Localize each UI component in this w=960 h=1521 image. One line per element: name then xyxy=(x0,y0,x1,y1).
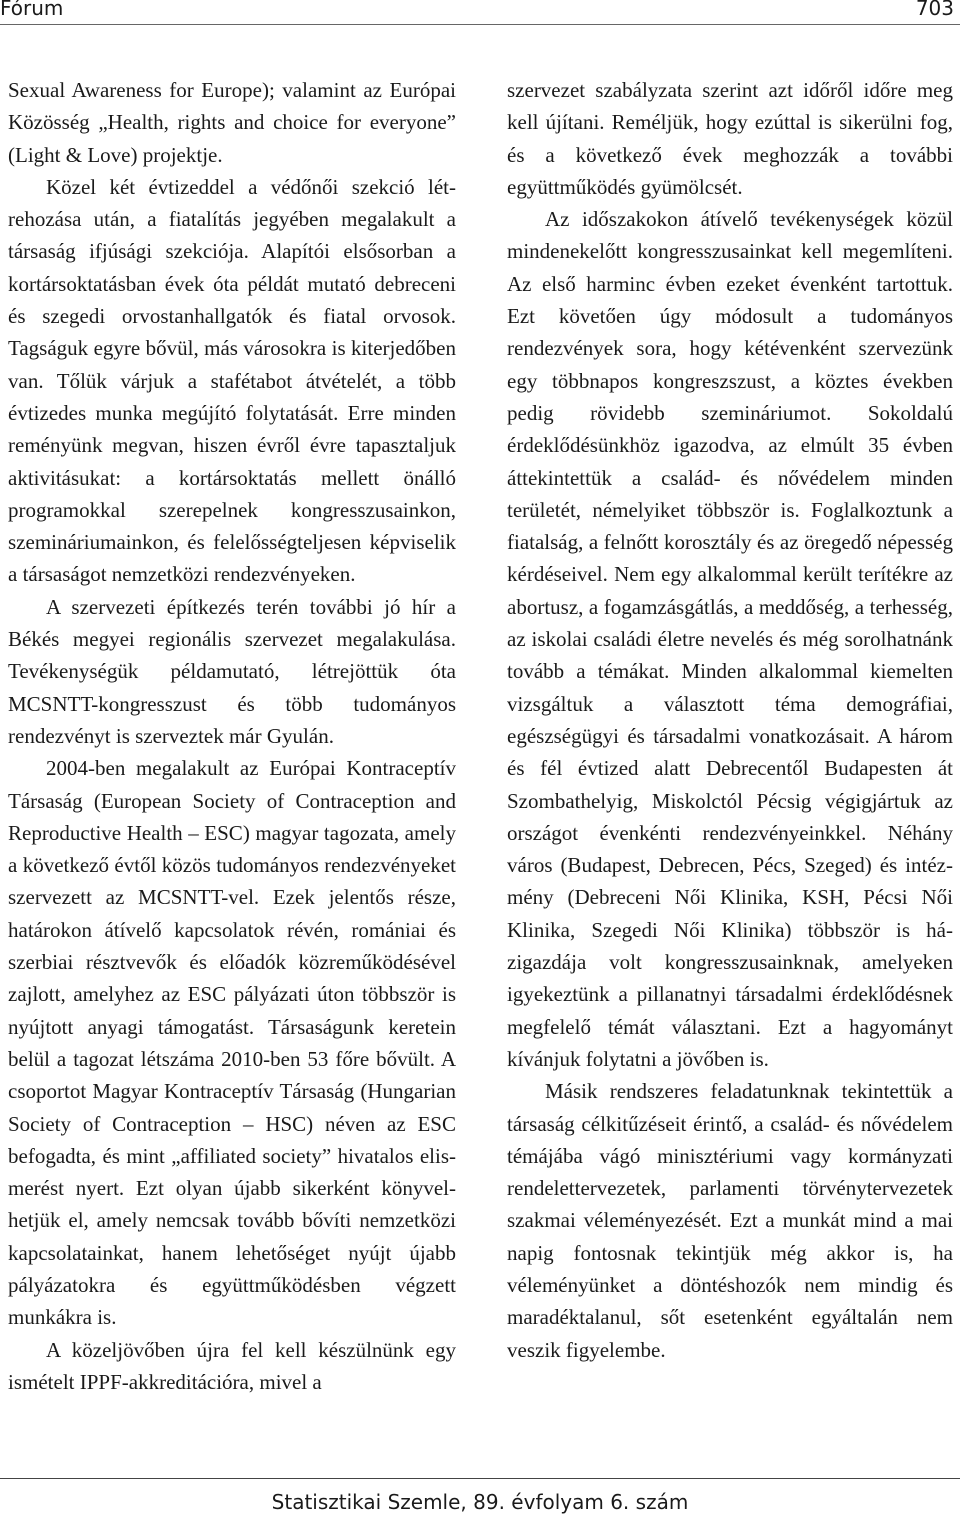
paragraph: A szervezeti építkezés terén további jó hír a Békés megyei regionális szervezet megalakulása. Tevékenységük példamutató, létrejöttük óta MCSNTT-kongresszust és több tudományos rendezvényt is szerveztek már Gyulán. xyxy=(8,594,456,748)
paragraph: szervezet szabályzata szerint azt időről időre meg kell újítani. Reméljük, hogy ezúttal is sikerülni fog, és a következő évek meghozzák a további együttműködés gyümölcsét. xyxy=(507,78,953,199)
paragraph: A közeljövőben újra fel kell készülnünk egy ismételt IPPF-akkreditációra, mivel a xyxy=(8,1337,456,1394)
header-divider xyxy=(0,24,960,25)
paragraph: Másik rendszeres feladatunknak tekintettük a társaság célkitűzéseit érintő, a család- és nővédelem témájába vágó minisztériumi vagy kormányzati rendelettervezetek, parlamenti törvénytervezetek szakmai véleményezését. Ezt a munkát mind a mai napig fontosnak tekintjük még akkor is, ha véleményünket a döntéshozók nem mindig és maradéktalanul, sőt esetenként egyáltalán nem veszik figyelembe. xyxy=(507,1079,953,1362)
footer-divider xyxy=(0,1478,960,1479)
section-title: Fórum xyxy=(0,0,64,20)
right-column xyxy=(507,74,953,1366)
paragraph: Sexual Awareness for Europe); valamint az Európai Közösség „Health, rights and choice for everyone” (Light & Love) projektje. xyxy=(8,78,456,167)
paragraph: Közel két évtizeddel a védőnői szekció létrehozása után, a fiatalítás jegyében megalakult a társaság ifjúsági szekciója. Alapítói elsősorban a kortársoktatásban évek óta példát mutató debreceni és szegedi orvostanhallgatók és fiatal orvosok. Tagságuk egyre bővül, más városokra is kiterjedőben van. Tőlük várjuk a stafétabot átvételét, a több évtizedes munka megújító folytatását. Erre minden reményünk megvan, hiszen évről évre tapasztaljuk aktivitásukat: a kortársoktatás mellett önálló programokkal szerepelnek kongresszusainkon, szemináriumainkon, és felelősségteljesen képviselik a társaságot nemzetközi rendezvényeken. xyxy=(8,174,456,587)
left-column xyxy=(8,74,456,1398)
paragraph: 2004-ben megalakult az Európai Kontraceptív Társaság (European Society of Contraception and Reproductive Health – ESC) magyar tagozata, amely a következő évtől közös tudományos rendezvényeket szervezett az MCSNTT-vel. Ezek jelentős része, határokon átívelő kapcsolatok révén, romániai és szerbiai résztvevők és előadók közreműködésével zajlott, amelyhez az ESC pályázati úton többször is nyújtott anyagi támogatást. Társaságunk keretein belül a tagozat létszáma 2010-ben 53 főre bővült. A csoportot Magyar Kontraceptív Társaság (Hungarian Society of Contraception – HSC) néven az ESC befogadta, és mint „affiliated society” hivatalos elismerést nyert. Ezt olyan újabb sikerként könyvelhetjük el, amely nemcsak tovább bővíti nemzetközi kapcsolatainkat, hanem lehetőséget nyújt újabb pályázatokra és együttműködésben végzett munkákra is. xyxy=(8,756,456,1330)
paragraph: Az időszakokon átívelő tevékenységek közül mindenekelőtt kongresszusainkat kell megemlíteni. Az első harminc évben ezeket évenként tartottuk. Ezt követően úgy módosult a tudományos rendezvények sora, hogy kétévenként szervezünk egy többnapos kongreszszust, a köztes években pedig rövidebb szemináriumot. Sokoldalú érdeklődésünkhöz igazodva, az elmúlt 35 évben áttekintettük a család- és nővédelem minden területét, némelyiket többször is. Foglalkoztunk a fiatalság, a felnőtt korosztály és az öregedő népesség kérdéseivel. Nem egy alkalommal került terítékre az abortusz, a fogamzásgátlás, a meddőség, a terhesség, az iskolai családi életre nevelés és még sorolhatnánk tovább a témákat. Minden alkalommal kiemelten vizsgáltuk a választott téma demográfiai, egészségügyi és társadalmi vonatkozásait. A három és fél évtized alatt Debrecentől Budapesten át Szombathelyig, Miskolctól Pécsig végigjártuk az országot évenkénti rendezvényeinkkel. Néhány város (Budapest, Debrecen, Pécs, Szeged) és intézmény (Debreceni Női Klinika, KSH, Pécsi Női Klinika, Szegedi Női Klinika) többször is házigazdája volt kongresszusainknak, amelyeken igyekeztünk a pillanatnyi társadalmi érdeklődésnek megfelelő témát választani. Ezt a hagyományt kívánjuk folytatni a jövőben is. xyxy=(507,207,953,1071)
page-number: 703 xyxy=(915,0,954,20)
journal-footer: Statisztikai Szemle, 89. évfolyam 6. szám xyxy=(271,1490,689,1514)
running-header xyxy=(0,0,960,30)
